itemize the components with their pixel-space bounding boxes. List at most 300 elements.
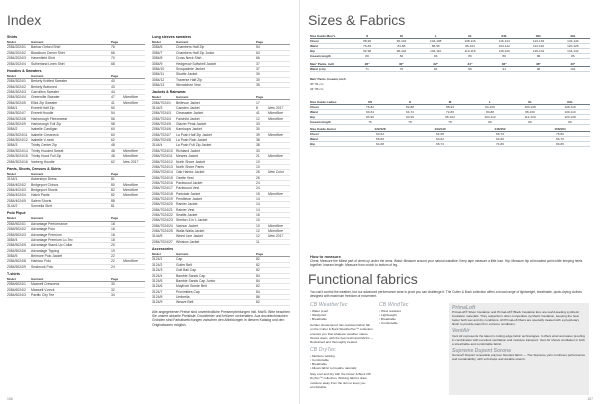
- table-cell: 82: [256, 268, 260, 273]
- table-cell: 2084/5024/9: [7, 264, 26, 269]
- size-header-cell: 34": [467, 62, 473, 66]
- table-cell: 2084/5024/8: [7, 259, 26, 264]
- size-table-row: [310, 120, 590, 125]
- table-cell: 2084/7024/14: [152, 170, 173, 175]
- table-cell: 2084/7024/25: [152, 228, 173, 233]
- size-cell: 118-126: [498, 49, 510, 54]
- table-cell: Cap: [176, 257, 183, 262]
- table-cell: 2084/3024/12: [7, 138, 28, 143]
- table-cell: Everett Hoodie: [31, 111, 54, 116]
- table-cell: [268, 45, 290, 49]
- table-cell: 2084/7024/23: [152, 218, 173, 223]
- table-cell: 3144/5: [152, 234, 163, 239]
- table-cell: [268, 279, 290, 283]
- table-cell: [123, 177, 145, 181]
- size-cell: 96-104: [396, 39, 407, 44]
- header-cell: Page: [111, 276, 119, 281]
- table-cell: New 2017: [268, 234, 284, 239]
- feature-item: ▪ Wind resistant: [379, 309, 443, 313]
- feature-item: ▪ Allows fabric to breathe naturally: [310, 366, 374, 370]
- table-cell: 2084/7024/11: [152, 154, 173, 159]
- index-section-header: [7, 216, 145, 221]
- table-cell: 2084/7024/19: [152, 196, 173, 201]
- size-table-men: [310, 34, 590, 59]
- header-cell: Model: [7, 39, 16, 44]
- header-cell: Garment: [31, 216, 44, 221]
- header-cell: Model: [7, 171, 16, 176]
- size-cell: 80: [528, 120, 532, 125]
- inseam-inch-title: Men' Pants, Inseam, inch: [310, 77, 346, 81]
- table-cell: [268, 62, 290, 66]
- size-cell: 126-134: [532, 49, 545, 54]
- table-cell: 37: [256, 66, 260, 71]
- size-cell: 84: [433, 54, 438, 59]
- header-cell: Garment: [31, 39, 44, 44]
- size-cell: 108-116: [464, 39, 476, 44]
- table-cell: Meares Jacket: [176, 154, 199, 159]
- table-cell: [268, 218, 290, 222]
- size-cell: 80-86: [556, 142, 564, 147]
- drytec-features: [310, 354, 374, 370]
- table-cell: 14: [256, 202, 260, 207]
- windtec-logo: CB WindTec: [379, 302, 409, 308]
- table-cell: [123, 138, 145, 142]
- size-header-cell: L: [434, 34, 437, 38]
- size-header-cell: 158/164: [554, 127, 566, 131]
- size-cell: 104-112: [484, 115, 496, 120]
- table-cell: Salem Shorts: [31, 198, 52, 203]
- size-cell: 82-88: [406, 105, 414, 110]
- table-cell: [268, 202, 290, 206]
- index-section-title: Pants, Shorts, Dresses & Skirts: [7, 166, 61, 171]
- how-to-measure-title: How to measure: [310, 254, 341, 259]
- index-section: [152, 247, 290, 306]
- table-cell: 2084/7024/10: [152, 148, 173, 153]
- table-cell: [123, 265, 145, 269]
- size-table-row: [310, 54, 590, 59]
- table-cell: 2084/2024/2: [7, 50, 26, 55]
- table-cell: 2084/6024/2: [7, 287, 26, 292]
- table-cell: Microfibre: [268, 132, 283, 137]
- table-cell: 3124/6: [152, 284, 163, 289]
- table-cell: Ozette Vest: [176, 175, 194, 180]
- table-cell: [268, 181, 290, 185]
- price-note: Alle angegebenen Preise sind unverbindliche Preisempfehlungen inkl. MwSt. Bitte beachten Sie unsere aktuelle Preisliste. Druckfehler und Irrtümer vorbehalten. Aus drucktechnischen Gründen sind Farbabweichungen zwischen den Abbildungen in diesem Katalog und den Originalwaren möglich.: [152, 309, 290, 327]
- table-cell: [123, 111, 145, 115]
- table-cell: 2084/3024/15: [7, 154, 28, 159]
- table-cell: Advantage Premium Lo-Tec: [31, 237, 73, 242]
- size-table-label: Size Guide Junior: [310, 127, 337, 131]
- table-cell: Vashon Jacket: [176, 223, 198, 228]
- table-cell: 56: [111, 116, 115, 121]
- table-cell: 22: [111, 253, 115, 258]
- index-section-header: [152, 40, 290, 45]
- table-cell: 8: [256, 106, 258, 111]
- table-cell: 2084/5024/3: [7, 232, 26, 237]
- table-cell: 3084/2: [7, 127, 18, 132]
- table-cell: Microfibre: [123, 100, 138, 105]
- header-cell: Model: [7, 216, 16, 221]
- header-cell: Garment: [31, 73, 44, 78]
- size-cell: 116-124: [498, 39, 510, 44]
- table-cell: 2084/4024/4: [7, 193, 26, 198]
- table-row: [152, 300, 290, 305]
- weathertec-logo: CB WeatherTec: [310, 302, 348, 308]
- size-row-label: Inseam length: [310, 120, 331, 125]
- table-cell: 2084/3024/16: [7, 159, 28, 164]
- table-cell: 3084/1: [7, 106, 18, 111]
- index-section-title: Hoodies & Sweaters: [7, 68, 42, 73]
- size-cell: 82: [399, 54, 404, 59]
- index-section: [152, 90, 290, 245]
- table-cell: 58: [111, 122, 115, 127]
- index-section: [7, 211, 145, 270]
- size-header-cell: S: [408, 100, 412, 104]
- index-title: Index: [7, 12, 42, 28]
- table-cell: Microfibre: [123, 148, 138, 153]
- index-section-header: [7, 277, 145, 282]
- table-cell: Microfibre: [123, 259, 138, 264]
- size-cell: 96: [536, 67, 541, 72]
- size-cell: 60-62: [436, 137, 444, 142]
- table-cell: [268, 300, 290, 304]
- size-cell: 78: [408, 120, 412, 125]
- table-cell: Snoqualmie Jacket: [176, 66, 205, 71]
- table-cell: 82: [256, 257, 260, 262]
- table-cell: [268, 122, 290, 126]
- table-cell: Clearwater Jacket: [176, 111, 204, 116]
- table-cell: Trinity Hood Full Zip: [31, 154, 62, 159]
- size-header-cell: 122/128: [374, 127, 386, 131]
- how-to-measure: [310, 255, 590, 268]
- table-cell: 82: [256, 300, 260, 305]
- size-header-cell: M: [448, 100, 452, 104]
- table-cell: 2084/7024/7: [152, 132, 171, 137]
- size-cell: 94-100: [485, 105, 495, 110]
- table-cell: Packwood Vest: [176, 186, 200, 191]
- table-cell: Hedgerow Softshell Jacket: [176, 61, 217, 66]
- table-cell: 3124/5: [152, 278, 163, 283]
- table-cell: 62: [111, 138, 115, 143]
- table-cell: [268, 56, 290, 60]
- table-cell: 3084/10: [152, 66, 165, 71]
- table-cell: 35: [256, 82, 260, 87]
- table-cell: 84: [256, 289, 260, 294]
- table-cell: [268, 295, 290, 299]
- size-table-label: Men' Pants, inch: [310, 62, 335, 66]
- table-cell: Everett Half Zip: [31, 106, 55, 111]
- size-row-label: Hip: [310, 115, 315, 120]
- table-cell: New Color: [268, 170, 284, 175]
- table-cell: Barlow Oxford Shirt: [31, 45, 61, 50]
- table-cell: 2084/7024/3: [152, 111, 171, 116]
- index-section-title: Shirts: [7, 35, 18, 39]
- table-cell: 18: [111, 237, 115, 242]
- feature-item: ▪ Lightweight: [379, 313, 443, 317]
- size-cell: 86: [468, 67, 472, 72]
- size-cell: 100-110: [564, 110, 576, 115]
- index-section-header: [152, 252, 290, 257]
- feature-item: ▪ Breathable: [310, 317, 374, 321]
- table-cell: Microfibre: [123, 193, 138, 198]
- table-cell: Pendleton Jacket: [176, 196, 203, 201]
- table-cell: Proximities Cap: [176, 289, 200, 294]
- table-cell: Kamloops Jacket: [176, 127, 202, 132]
- size-header-cell: L: [489, 100, 491, 104]
- size-cell: 96-104: [445, 115, 455, 120]
- size-header-cell: XXL: [566, 100, 574, 104]
- table-cell: 12: [256, 116, 260, 121]
- table-cell: [123, 254, 145, 258]
- table-cell: Blackburn Denim Shirt: [31, 50, 65, 55]
- table-cell: Advantage Tipping: [31, 248, 60, 253]
- size-header-cell: 40": [570, 62, 576, 66]
- table-cell: 2084/4024/5: [7, 198, 26, 203]
- table-cell: 76: [111, 45, 115, 50]
- table-cell: 50: [111, 106, 115, 111]
- table-cell: 15: [256, 191, 260, 196]
- size-cell: 64-68: [436, 132, 444, 137]
- fabric-box-primaloft: [449, 303, 589, 395]
- size-header-cell: 30": [398, 62, 404, 66]
- table-cell: Mayfront Suede Belt: [176, 284, 207, 289]
- functional-fabrics-title: Functional fabrics: [308, 271, 418, 287]
- size-cell: 88-100: [525, 110, 535, 115]
- table-row: [7, 160, 145, 165]
- header-cell: Page: [111, 39, 119, 44]
- table-cell: Camden Jacket: [176, 106, 200, 111]
- table-cell: Traverse Half Zip: [176, 77, 202, 82]
- table-cell: 2084/3024/3: [7, 90, 26, 95]
- table-cell: 2084/6024/1: [7, 282, 26, 287]
- table-cell: [123, 56, 145, 60]
- table-cell: [123, 122, 145, 126]
- table-cell: Chambers Half Zip: [176, 45, 205, 50]
- size-cell: 80-88: [486, 110, 494, 115]
- table-cell: 2084/4024/2: [7, 182, 26, 187]
- table-cell: Microfibre: [268, 154, 283, 159]
- table-cell: Seabrook Polo: [31, 264, 54, 269]
- table-cell: [268, 143, 290, 147]
- table-cell: Rainier Vest: [176, 207, 195, 212]
- table-cell: Shuttle Jacket: [176, 72, 198, 77]
- table-cell: 3124/9: [152, 300, 163, 305]
- index-section-title: Accessories: [152, 247, 174, 251]
- table-cell: 10: [256, 223, 260, 228]
- table-cell: La Push Half Zip Jacket: [176, 132, 212, 137]
- table-cell: 20: [111, 243, 115, 248]
- header-cell-note: [123, 40, 145, 44]
- table-cell: Golf Ball Cap: [176, 268, 196, 273]
- table-cell: Berkely Buttoned: [31, 84, 57, 89]
- size-row-label: Chest: [310, 132, 319, 137]
- table-cell: [123, 51, 145, 55]
- functional-fabrics-intro: You can't control the weather, but our advanced performance wear is proof you can challenge it. The Cutter & Buck collection offers a broad range of lightweight, breathable, quick-drying clothes designed with maximum freedom of movement.: [310, 290, 582, 299]
- table-row: [7, 293, 145, 298]
- size-cell: 76: [368, 120, 372, 125]
- table-cell: [268, 149, 290, 153]
- size-cell: 132-140: [567, 39, 579, 44]
- table-cell: [268, 176, 290, 180]
- table-cell: Advantage Polo: [31, 227, 55, 232]
- table-cell: 2084/7024/18: [152, 191, 173, 196]
- table-cell: 2084/7024/8: [152, 138, 171, 143]
- table-cell: 3084/6: [152, 45, 163, 50]
- table-cell: [268, 240, 290, 244]
- table-cell: 86: [256, 294, 260, 299]
- table-cell: [268, 138, 290, 142]
- table-row: [7, 204, 145, 209]
- windtec-features: [379, 309, 443, 325]
- table-cell: Harbour Polo: [31, 259, 51, 264]
- table-cell: 12: [256, 228, 260, 233]
- table-cell: 30: [256, 77, 260, 82]
- table-cell: 3084/13: [152, 82, 165, 87]
- table-cell: North Shore Jacket: [176, 159, 206, 164]
- table-cell: 3084/7: [152, 50, 163, 55]
- table-cell: 30: [256, 127, 260, 132]
- table-cell: La Push Full Zip Jacket: [176, 143, 212, 148]
- table-cell: [268, 274, 290, 278]
- table-cell: 3084/9: [152, 61, 163, 66]
- header-cell: Garment: [31, 171, 44, 176]
- size-cell: 88-96: [431, 44, 440, 49]
- table-cell: 44: [111, 90, 115, 95]
- size-cell: 68-74: [436, 142, 444, 147]
- table-cell: 33: [256, 148, 260, 153]
- table-cell: 41: [111, 100, 115, 105]
- table-cell: Havenfield Shirt: [31, 56, 55, 61]
- table-cell: Glacier Peak Jacket: [176, 122, 207, 127]
- index-section-header: [7, 74, 145, 79]
- size-header-cell: XL: [528, 100, 532, 104]
- table-cell: 2084/7024/1: [152, 100, 171, 105]
- index-section-title: T-shirts: [7, 271, 20, 276]
- table-cell: Bridgeport Shorts: [31, 188, 58, 193]
- table-cell: North Shore Pants: [176, 164, 204, 169]
- table-cell: 48: [111, 154, 115, 159]
- size-cell: 92-98: [363, 49, 372, 54]
- table-cell: 2084/5024/6: [7, 248, 26, 253]
- size-cell: 80: [568, 120, 572, 125]
- table-cell: 2084/3024/7: [7, 111, 26, 116]
- table-cell: [123, 222, 145, 226]
- index-section-title: Long sleeves sweaters: [152, 35, 192, 39]
- table-cell: [123, 117, 145, 121]
- index-section: [7, 69, 145, 165]
- table-cell: 18: [111, 221, 115, 226]
- table-cell: 2084/3024/5: [7, 100, 26, 105]
- header-cell-note: [268, 40, 290, 44]
- size-cell: 120-128: [564, 115, 576, 120]
- size-row-label: Chest: [310, 39, 319, 44]
- table-cell: [123, 199, 145, 203]
- size-cell: 84-88: [397, 44, 406, 49]
- header-cell: Page: [111, 73, 119, 78]
- size-row-label: Chest: [310, 105, 319, 110]
- table-cell: [123, 288, 145, 292]
- table-row: [7, 62, 145, 67]
- table-cell: Chambers Half Zip Junior: [176, 50, 215, 55]
- table-cell: Sonnella Skirt: [31, 204, 52, 209]
- table-cell: 38: [256, 143, 260, 148]
- table-cell: [268, 284, 290, 288]
- table-cell: Oak Harbor Jacket: [176, 170, 205, 175]
- table-cell: 84: [256, 278, 260, 283]
- table-cell: 2084/7024/24: [152, 223, 173, 228]
- table-cell: Microfibre: [123, 154, 138, 159]
- size-cell: 62-66: [496, 137, 504, 142]
- table-cell: [268, 72, 290, 76]
- size-cell: 81: [433, 67, 438, 72]
- feature-item: ▪ Windproof: [310, 313, 374, 317]
- size-cell: 60-64: [366, 110, 374, 115]
- table-cell: 34: [111, 293, 115, 298]
- size-header-cell: XL: [468, 34, 472, 38]
- fabric-box-windtec: [379, 303, 443, 395]
- header-cell: Garment: [176, 39, 189, 44]
- sorona-logo: Supreme Dupont Sorona: [452, 347, 511, 354]
- size-table-row: [310, 67, 590, 72]
- table-cell: [123, 85, 145, 89]
- index-column-1: [7, 34, 145, 300]
- inseam-inch-30: 30" 81 cm: [310, 82, 324, 86]
- table-cell: 2084/3024/4: [7, 95, 26, 100]
- table-cell: 2084/2024/3: [7, 56, 26, 61]
- table-cell: Bamble Sands Cap Junior: [176, 278, 216, 283]
- header-cell: Garment: [31, 276, 44, 281]
- size-header-cell: 32": [433, 62, 439, 66]
- size-table-junior: [310, 127, 590, 147]
- index-section-title: Polo Piqué: [7, 211, 26, 216]
- table-row: [152, 83, 290, 88]
- size-row-label: Waist: [310, 44, 319, 49]
- size-header-cell: 3XL: [535, 34, 542, 38]
- table-cell: 48: [111, 148, 115, 153]
- table-cell: Microfibre: [268, 223, 283, 228]
- table-cell: 2084/7024/16: [152, 180, 173, 185]
- table-cell: 2084/7024/6: [152, 127, 171, 132]
- table-cell: 63: [256, 50, 260, 55]
- table-cell: [268, 67, 290, 71]
- size-cell: 64-68: [376, 142, 384, 147]
- table-cell: Microfibre: [123, 182, 138, 187]
- table-cell: Microfibre: [123, 95, 138, 100]
- table-cell: [123, 204, 145, 208]
- size-header-cell: 146/152: [494, 127, 506, 131]
- size-table-ladies: [310, 100, 590, 125]
- table-cell: 19: [111, 248, 115, 253]
- table-cell: 11: [256, 239, 260, 244]
- table-cell: Weave Belt: [176, 300, 194, 305]
- table-cell: 39: [256, 132, 260, 137]
- feature-item: ▪ Water proof: [310, 309, 374, 313]
- index-section: [7, 35, 145, 67]
- table-cell: Shelton 3 in 1 Jacket: [176, 218, 208, 223]
- size-cell: 66-70: [556, 137, 564, 142]
- table-cell: [123, 45, 145, 49]
- table-cell: 62: [111, 159, 115, 164]
- index-section-header: [7, 172, 145, 177]
- size-cell: 88-94: [446, 105, 454, 110]
- table-cell: Bellevue Jacket: [176, 100, 200, 105]
- table-cell: Trinity Hooded Sweat: [31, 148, 64, 153]
- table-cell: 16: [111, 227, 115, 232]
- table-cell: 40: [111, 79, 115, 84]
- size-cell: 80: [365, 54, 369, 59]
- weathertec-features: [310, 309, 374, 321]
- table-cell: Microfibre: [123, 188, 138, 193]
